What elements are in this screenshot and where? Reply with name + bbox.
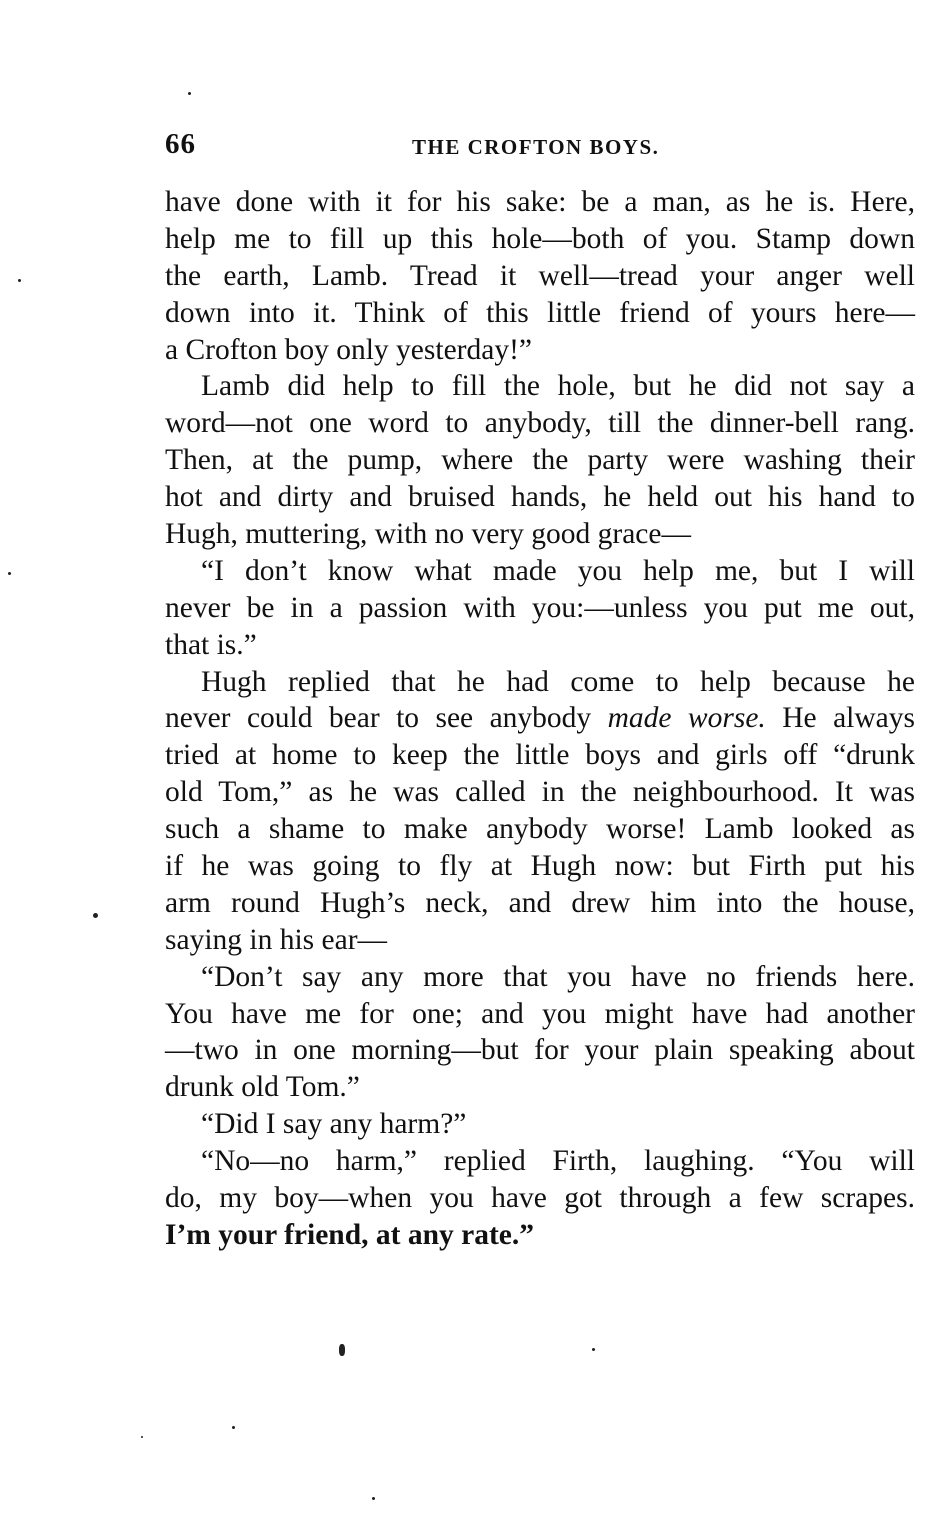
text-line: Hugh replied that he had come to help because he — [201, 665, 915, 698]
text-line: Then, at the pump, where the party were washing their — [165, 444, 915, 477]
text-line: Lamb did help to fill the hole, but he did not say a — [201, 370, 915, 403]
text-line: Hugh, muttering, with no very good grace— — [165, 518, 691, 551]
print-speck — [339, 1344, 345, 1356]
text-line: You have me for one; and you might have had another — [165, 997, 915, 1030]
print-speck — [8, 572, 11, 575]
text-line: —two in one morning—but for your plain speaking about — [165, 1034, 915, 1067]
print-speck — [93, 913, 98, 918]
print-speck — [232, 1426, 235, 1429]
body-text — [165, 184, 915, 1254]
text-line: I’m your friend, at any rate.” — [165, 1218, 534, 1251]
print-speck — [592, 1348, 595, 1351]
print-speck — [372, 1497, 375, 1500]
text-line: a Crofton boy only yesterday!” — [165, 333, 533, 366]
text-line: word—not one word to anybody, till the dinner-bell rang. — [165, 407, 915, 440]
text-line: “Did I say any harm?” — [201, 1108, 467, 1141]
text-line: old Tom,” as he was called in the neighbourhood. It was — [165, 776, 915, 809]
text-line: saying in his ear— — [165, 923, 388, 956]
text-line: help me to fill up this hole—both of you. Stamp down — [165, 222, 915, 255]
running-title: THE CROFTON BOYS. — [412, 135, 660, 159]
print-speck — [141, 1436, 143, 1438]
text-line: such a shame to make anybody worse! Lamb looked as — [165, 813, 915, 846]
running-head — [165, 128, 915, 168]
print-speck — [188, 92, 191, 95]
text-line: tried at home to keep the little boys and girls off “drunk — [165, 739, 915, 772]
text-line: if he was going to fly at Hugh now: but Firth put his — [165, 850, 915, 883]
text-line: “No—no harm,” replied Firth, laughing. “You will — [201, 1145, 915, 1178]
text-line: hot and dirty and bruised hands, he held out his hand to — [165, 481, 915, 514]
text-line: have done with it for his sake: be a man, as he is. Here, — [165, 186, 915, 218]
text-line: down into it. Think of this little friend of yours here— — [165, 296, 915, 329]
text-line: that is.” — [165, 628, 257, 661]
italic-phrase: made worse. — [607, 702, 766, 735]
text-segment: never could bear to see anybody — [165, 702, 592, 735]
text-line: the earth, Lamb. Tread it well—tread your anger well — [165, 259, 915, 292]
text-segment: He always — [782, 702, 915, 735]
text-line: “Don’t say any more that you have no friends here. — [201, 960, 915, 993]
text-line — [165, 700, 915, 737]
text-line: arm round Hugh’s neck, and drew him into the house, — [165, 886, 915, 919]
print-speck — [18, 279, 21, 282]
text-line: “I don’t know what made you help me, but I will — [201, 554, 915, 587]
text-line: drunk old Tom.” — [165, 1071, 360, 1104]
page-number: 66 — [165, 128, 196, 160]
text-line: never be in a passion with you:—unless you put me out, — [165, 591, 915, 624]
text-line: do, my boy—when you have got through a few scrapes. — [165, 1182, 915, 1215]
